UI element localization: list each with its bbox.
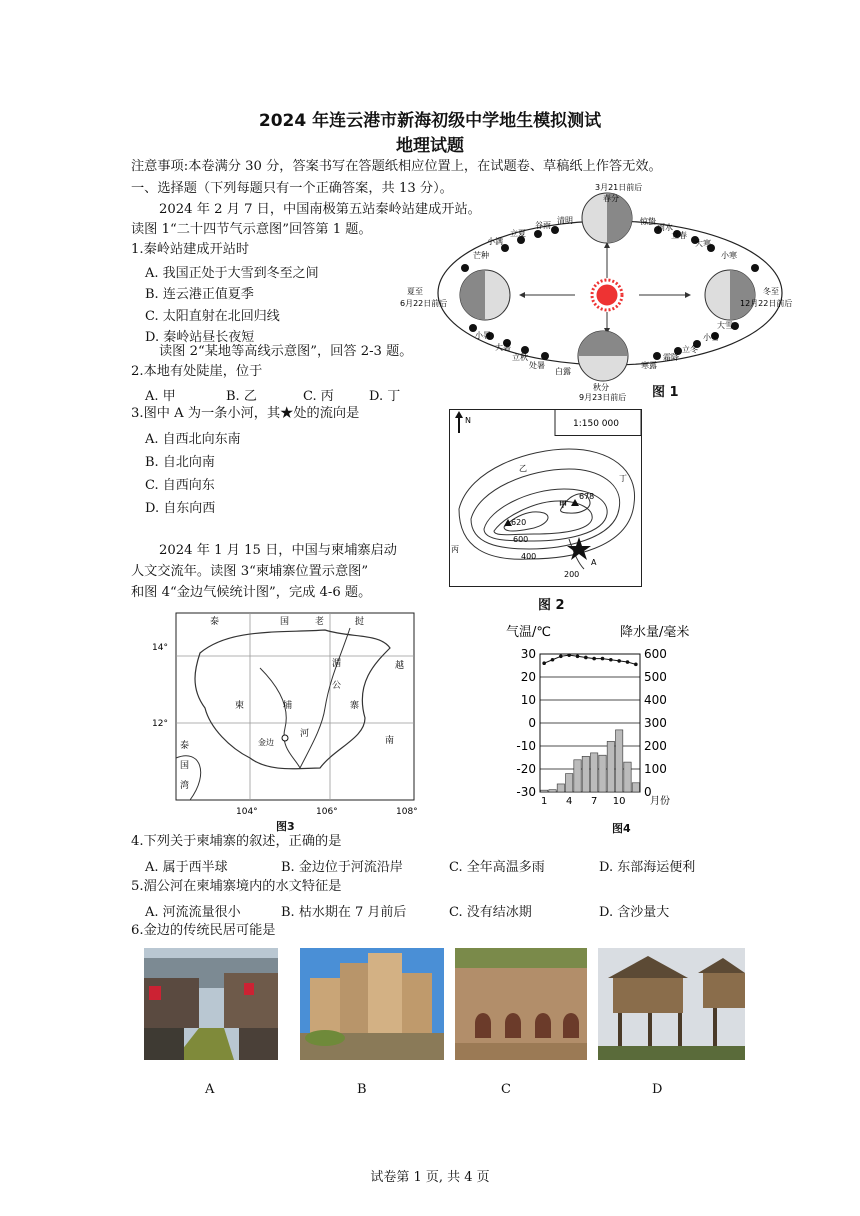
option-a: A. 甲: [145, 389, 176, 404]
temperature-point: [601, 657, 605, 661]
svg-text:A: A: [591, 558, 597, 567]
left-tick-label: 10: [520, 693, 536, 707]
option-b: B. 枯水期在 7 月前后: [281, 905, 407, 920]
precip-bar: [582, 756, 589, 792]
precip-bar: [616, 730, 623, 792]
svg-text:清明: 清明: [557, 216, 573, 225]
svg-text:104°: 104°: [236, 807, 258, 817]
svg-text:冬至: 冬至: [763, 287, 779, 296]
right-tick-label: 200: [644, 739, 667, 753]
svg-text:霜降: 霜降: [663, 353, 679, 362]
intro-text: 2024 年 2 月 7 日，中国南极第五站秦岭站建成开站。: [159, 202, 481, 217]
precip-bar: [574, 760, 581, 792]
svg-text:3月21日前后: 3月21日前后: [595, 183, 643, 192]
temperature-point: [542, 661, 546, 665]
svg-text:12月22日前后: 12月22日前后: [740, 299, 793, 308]
svg-text:公: 公: [332, 681, 342, 691]
option-a: A. 自西北向东南: [145, 432, 241, 447]
section-heading: 一、选择题（下列每题只有一个正确答案，共 13 分）。: [131, 181, 453, 196]
svg-text:国: 国: [280, 617, 290, 627]
right-tick-label: 300: [644, 716, 667, 730]
svg-text:泰: 泰: [180, 741, 190, 751]
photo-label-a: A: [205, 1082, 215, 1097]
temperature-point: [634, 663, 638, 667]
svg-text:N: N: [465, 416, 471, 425]
figure-3-caption: 图3: [276, 820, 295, 833]
question-stem: 1.秦岭站建成开站时: [131, 242, 250, 257]
option-a: A. 属于西半球: [145, 860, 228, 875]
precip-bar: [591, 753, 598, 792]
svg-text:200: 200: [564, 570, 580, 579]
temperature-point: [576, 655, 580, 659]
svg-text:600: 600: [513, 535, 529, 544]
option-c: C. 自西向东: [145, 478, 215, 493]
intro-text: 读图 2“某地等高线示意图”，回答 2-3 题。: [159, 344, 413, 359]
precip-bar: [549, 790, 556, 792]
svg-text:寒露: 寒露: [641, 361, 657, 370]
photo-a-water-town: [144, 948, 278, 1060]
photo-d-stilt-house: [598, 948, 745, 1060]
option-c: C. 丙: [303, 389, 334, 404]
temperature-point: [626, 660, 630, 664]
globe-summer: [460, 270, 510, 320]
option-c: C. 没有结冰期: [449, 905, 532, 920]
svg-text:国: 国: [180, 761, 190, 771]
figure-1-caption: 图 1: [652, 385, 679, 400]
option-d: D. 秦岭站昼长夜短: [145, 330, 255, 345]
sun-icon: [592, 280, 622, 310]
svg-text:400: 400: [521, 552, 537, 561]
temp-axis-label: 气温/℃: [506, 625, 551, 640]
svg-text:白露: 白露: [555, 367, 571, 376]
svg-text:丙: 丙: [451, 545, 459, 554]
globe-autumn: [578, 331, 628, 381]
right-tick-label: 600: [644, 647, 667, 661]
page-title: 2024 年连云港市新海初级中学地生模拟测试: [258, 111, 602, 131]
svg-text:大寒: 大寒: [695, 239, 711, 248]
right-tick-label: 0: [644, 785, 652, 799]
figure-4-climate-chart: [500, 620, 740, 820]
option-b: B. 连云港正值夏季: [145, 287, 254, 302]
left-tick-label: 20: [520, 670, 536, 684]
svg-text:老: 老: [315, 617, 325, 627]
notice-text: 注意事项:本卷满分 30 分，答案书写在答题纸相应位置上，在试题卷、草稿纸上作答无效。: [131, 159, 662, 174]
precip-bar: [624, 762, 631, 792]
svg-text:106°: 106°: [316, 807, 338, 817]
svg-text:小暑: 小暑: [475, 331, 491, 340]
left-tick-label: -10: [516, 739, 536, 753]
temperature-point: [584, 656, 588, 660]
option-d: D. 自东向西: [145, 501, 216, 516]
left-tick-label: -20: [516, 762, 536, 776]
x-tick-label: 4: [565, 796, 573, 807]
precip-bar: [632, 783, 639, 792]
figure-2-contour-map: [449, 409, 642, 587]
option-d: D. 含沙量大: [599, 905, 670, 920]
temperature-point: [592, 657, 596, 661]
photo-c-cave-dwelling: [455, 948, 587, 1060]
x-tick-label: 7: [590, 796, 598, 807]
option-c: C. 太阳直射在北回归线: [145, 309, 280, 324]
svg-text:小雪: 小雪: [703, 333, 719, 342]
precip-bar: [557, 784, 564, 792]
svg-text:雨水: 雨水: [657, 223, 673, 232]
option-c: C. 全年高温多雨: [449, 860, 545, 875]
intro-text: 和图 4“金边气候统计图”，完成 4-6 题。: [131, 585, 372, 600]
question-stem: 3.图中 A 为一条小河，其★处的流向是: [131, 406, 360, 421]
svg-text:芒种: 芒种: [473, 251, 489, 260]
precip-bar: [607, 741, 614, 792]
svg-text:立冬: 立冬: [682, 345, 698, 354]
question-stem: 2.本地有处陡崖，位于: [131, 364, 263, 379]
question-stem: 5.湄公河在柬埔寨境内的水文特征是: [131, 879, 342, 894]
question-stem: 4.下列关于柬埔寨的叙述，正确的是: [131, 834, 342, 849]
svg-text:春分: 春分: [603, 194, 619, 203]
precip-axis-label: 降水量/毫米: [620, 625, 690, 640]
svg-text:挝: 挝: [355, 617, 365, 627]
svg-text:惊蛰: 惊蛰: [640, 217, 656, 226]
option-a: A. 河流流量很小: [145, 905, 241, 920]
svg-text:立秋: 立秋: [512, 353, 528, 362]
svg-text:12°: 12°: [152, 719, 168, 729]
svg-text:丁: 丁: [619, 474, 627, 483]
question-stem: 6.金边的传统民居可能是: [131, 923, 276, 938]
svg-text:湾: 湾: [180, 781, 190, 791]
svg-text:河: 河: [300, 729, 310, 739]
svg-text:寨: 寨: [350, 701, 360, 711]
precip-bar: [599, 755, 606, 792]
photo-b-mud-towers: [300, 948, 444, 1060]
svg-text:越: 越: [395, 661, 405, 671]
svg-text:秋分: 秋分: [593, 383, 609, 392]
x-tick-label: 10: [612, 796, 626, 807]
x-unit-label: 月份: [650, 796, 670, 807]
svg-text:乙: 乙: [519, 464, 527, 473]
svg-text:678: 678: [579, 492, 595, 501]
svg-text:夏至: 夏至: [407, 287, 423, 296]
temperature-point: [617, 659, 621, 663]
right-tick-label: 100: [644, 762, 667, 776]
intro-text: 人文交流年。读图 3“柬埔寨位置示意图”: [131, 564, 369, 579]
svg-text:小满: 小满: [487, 237, 503, 246]
svg-text:立夏: 立夏: [510, 229, 526, 238]
page-subtitle: 地理试题: [396, 136, 464, 156]
left-tick-label: 30: [520, 647, 536, 661]
svg-text:柬: 柬: [235, 701, 245, 711]
figure-4-caption: 图4: [612, 822, 631, 835]
svg-text:小寒: 小寒: [721, 251, 737, 260]
globe-winter: [705, 270, 755, 320]
svg-text:金边: 金边: [258, 738, 274, 747]
intro-text: 读图 1“二十四节气示意图”回答第 1 题。: [131, 222, 372, 237]
svg-text:甲: 甲: [559, 500, 567, 509]
photo-label-b: B: [357, 1082, 367, 1097]
temperature-point: [567, 653, 571, 657]
figure-3-cambodia-map: [150, 608, 435, 833]
option-b: B. 金边位于河流沿岸: [281, 860, 403, 875]
left-tick-label: -30: [516, 785, 536, 799]
svg-text:620: 620: [511, 518, 527, 527]
svg-text:立春: 立春: [671, 231, 687, 240]
figure-1-solar-terms: [395, 178, 815, 408]
temperature-point: [559, 655, 563, 659]
intro-text: 2024 年 1 月 15 日，中国与柬埔寨启动: [159, 543, 397, 558]
temperature-point: [551, 658, 555, 662]
option-d: D. 丁: [369, 389, 401, 404]
right-tick-label: 400: [644, 693, 667, 707]
svg-text:湄: 湄: [332, 659, 342, 669]
precip-bar: [566, 774, 573, 792]
svg-text:1:150 000: 1:150 000: [573, 419, 619, 429]
figure-2-caption: 图 2: [538, 598, 565, 613]
photo-label-d: D: [652, 1082, 663, 1097]
temperature-line: [544, 655, 636, 664]
svg-text:14°: 14°: [152, 643, 168, 653]
svg-text:南: 南: [385, 736, 395, 746]
svg-text:处暑: 处暑: [529, 361, 545, 370]
left-tick-label: 0: [528, 716, 536, 730]
right-tick-label: 500: [644, 670, 667, 684]
svg-text:泰: 泰: [210, 617, 220, 627]
option-a: A. 我国正处于大雪到冬至之间: [145, 266, 319, 281]
option-b: B. 乙: [226, 389, 257, 404]
svg-text:9月23日前后: 9月23日前后: [579, 393, 627, 402]
precip-bar: [541, 790, 548, 792]
svg-text:埔: 埔: [283, 701, 293, 711]
temperature-point: [609, 658, 613, 662]
photo-label-c: C: [501, 1082, 511, 1097]
svg-text:大暑: 大暑: [495, 343, 511, 352]
svg-text:108°: 108°: [396, 807, 418, 817]
x-tick-label: 1: [540, 796, 548, 807]
svg-text:6月22日前后: 6月22日前后: [400, 299, 448, 308]
option-d: D. 东部海运便利: [599, 860, 696, 875]
option-b: B. 自北向南: [145, 455, 215, 470]
svg-text:谷雨: 谷雨: [535, 221, 551, 230]
page-footer: 试卷第 1 页, 共 4 页: [370, 1170, 490, 1185]
svg-text:大雪: 大雪: [717, 321, 733, 330]
